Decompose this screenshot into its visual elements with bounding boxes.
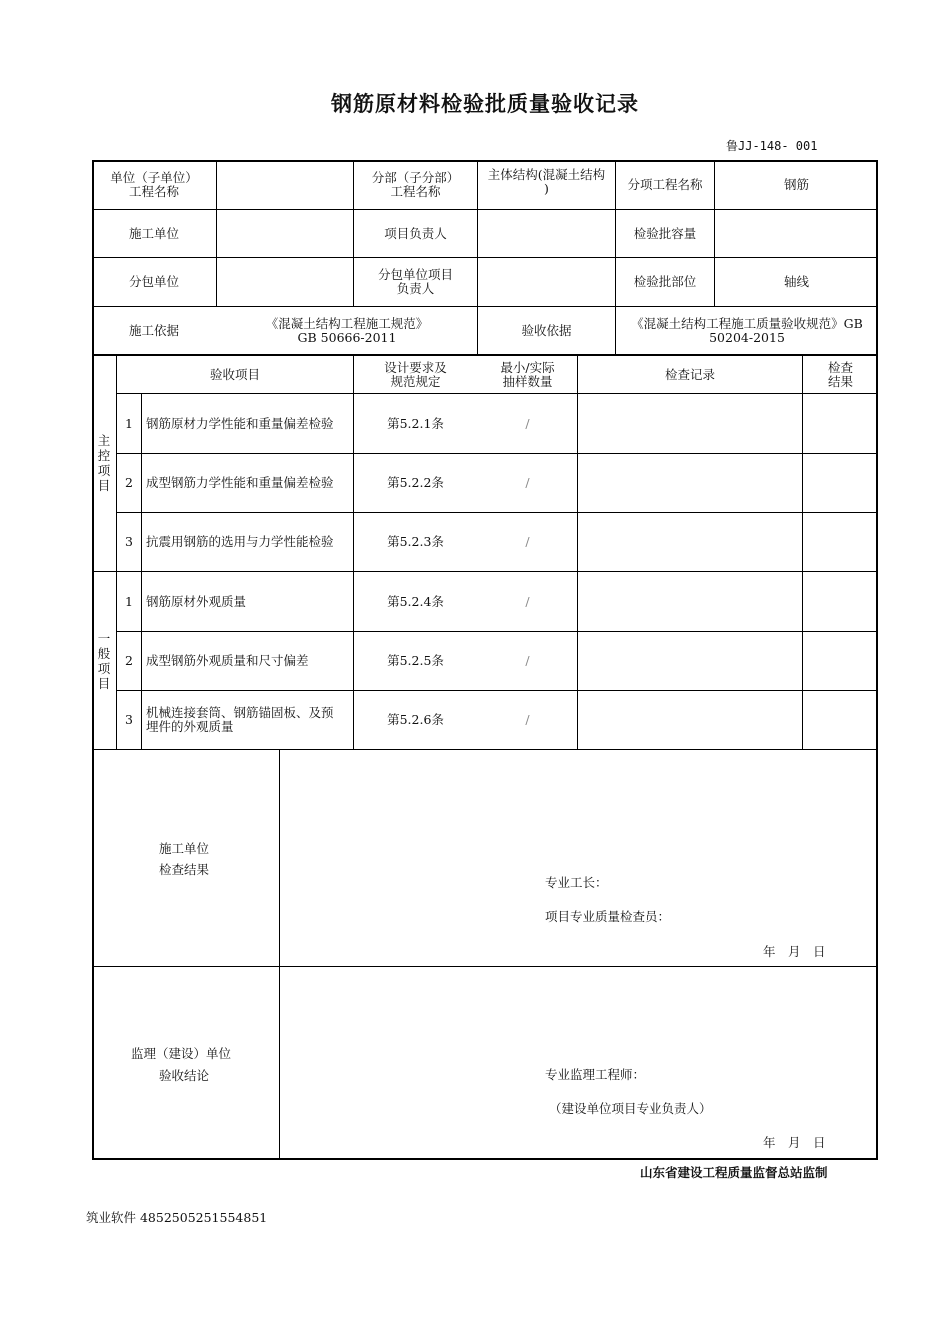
row-number: 2 [125, 653, 133, 668]
clause: 第5.2.4条 [387, 593, 444, 609]
clause: 第5.2.6条 [387, 712, 444, 727]
supervision-date[interactable]: 年 月 日 [763, 1135, 826, 1150]
item-name: 成型钢筋力学性能和重量偏差检验 [146, 475, 334, 490]
supervising-authority: 山东省建设工程质量监督总站监制 [640, 1165, 828, 1180]
row-number: 1 [125, 593, 133, 609]
check-record[interactable] [578, 632, 802, 690]
construction-date[interactable]: 年 月 日 [763, 944, 826, 959]
unit-value[interactable] [217, 160, 353, 209]
item-name: 成型钢筋外观质量和尺寸偏差 [146, 653, 309, 668]
check-result[interactable] [803, 454, 878, 512]
check-record[interactable] [578, 572, 802, 631]
subcontractor-label: 分包单位 [128, 274, 179, 289]
check-result[interactable] [803, 513, 878, 571]
check-record[interactable] [578, 454, 802, 512]
capacity-label: 检验批容量 [633, 225, 697, 241]
check-record[interactable] [578, 513, 802, 571]
foreman-signature[interactable]: 专业工长： [545, 875, 608, 890]
sample-count[interactable]: / [525, 475, 530, 490]
grid-line [92, 749, 878, 750]
capacity-value[interactable] [715, 210, 878, 257]
clause: 第5.2.2条 [387, 475, 444, 490]
basis-label: 施工依据 [128, 322, 179, 338]
row-number: 2 [125, 475, 133, 490]
col-sample-header: 最小/实际 抽样数量 [500, 359, 555, 389]
unit-label: 单位（子单位） 工程名称 [110, 169, 198, 199]
general-items-label: 一 般 项 目 [97, 630, 111, 691]
supervision-label-2: 验收结论 [159, 1068, 210, 1083]
col-result-header: 检查 结果 [827, 359, 853, 389]
location-value[interactable]: 轴线 [783, 274, 809, 289]
sub-pm-value[interactable] [478, 258, 615, 306]
item-name: 钢筋原材外观质量 [146, 593, 247, 609]
check-result[interactable] [803, 572, 878, 631]
check-result[interactable] [803, 691, 878, 749]
subcontractor-value[interactable] [217, 258, 353, 306]
subitem-value[interactable]: 钢筋 [783, 176, 809, 192]
division-value[interactable]: 主体结构(混凝土结构 ) [487, 167, 606, 196]
clause: 第5.2.3条 [387, 534, 444, 549]
owner-representative-signature[interactable]: （建设单位项目专业负责人） [549, 1101, 712, 1116]
basis-value: 《混凝土结构工程施工规范》 GB 50666-2011 [265, 315, 429, 345]
division-label: 分部（子分部） 工程名称 [371, 169, 460, 199]
page-title: 钢筋原材料检验批质量验收记录 [331, 92, 639, 116]
main-control-label: 主 控 项 目 [97, 433, 111, 493]
project-manager-value[interactable] [478, 210, 615, 257]
sub-pm-label: 分包单位项目 负责人 [377, 267, 453, 296]
item-name: 抗震用钢筋的选用与力学性能检验 [146, 534, 334, 549]
row-number: 3 [125, 534, 133, 549]
accept-basis-value: 《混凝土结构工程施工质量验收规范》GB 50204-2015 [631, 315, 863, 345]
grid-line [92, 966, 878, 967]
sample-count[interactable]: / [525, 712, 530, 727]
sample-count[interactable]: / [525, 593, 530, 609]
col-item-header: 验收项目 [209, 366, 260, 382]
subitem-label: 分项工程名称 [627, 176, 703, 192]
supervision-label-1: 监理（建设）单位 [131, 1046, 232, 1061]
sample-count[interactable]: / [525, 653, 530, 668]
check-result[interactable] [803, 632, 878, 690]
construction-check-label-2: 检查结果 [159, 862, 210, 877]
check-result[interactable] [803, 394, 878, 453]
contractor-value[interactable] [217, 210, 353, 257]
row-number: 3 [125, 712, 133, 727]
supervisor-signature[interactable]: 专业监理工程师： [545, 1067, 646, 1082]
check-record[interactable] [578, 394, 802, 453]
project-manager-label: 项目负责人 [384, 225, 447, 241]
quality-inspector-signature[interactable]: 项目专业质量检查员： [545, 909, 671, 924]
construction-check-label-1: 施工单位 [159, 841, 210, 856]
clause: 第5.2.1条 [387, 415, 444, 431]
clause: 第5.2.5条 [387, 653, 444, 668]
contractor-label: 施工单位 [128, 225, 179, 241]
accept-basis-label: 验收依据 [521, 322, 572, 338]
sample-count[interactable]: / [525, 534, 530, 549]
item-name: 机械连接套筒、钢筋锚固板、及预 埋件的外观质量 [146, 705, 334, 734]
col-record-header: 检查记录 [664, 366, 715, 382]
grid-line [279, 749, 280, 1160]
check-record[interactable] [578, 691, 802, 749]
location-label: 检验批部位 [633, 274, 697, 289]
form-code: 鲁JJ-148- 001 [726, 139, 818, 153]
row-number: 1 [125, 415, 133, 431]
item-name: 钢筋原材力学性能和重量偏差检验 [146, 415, 334, 431]
sample-count[interactable]: / [525, 415, 530, 431]
software-mark: 筑业软件 4852505251554851 [86, 1210, 268, 1225]
col-design-header: 设计要求及 规范规定 [384, 359, 447, 389]
